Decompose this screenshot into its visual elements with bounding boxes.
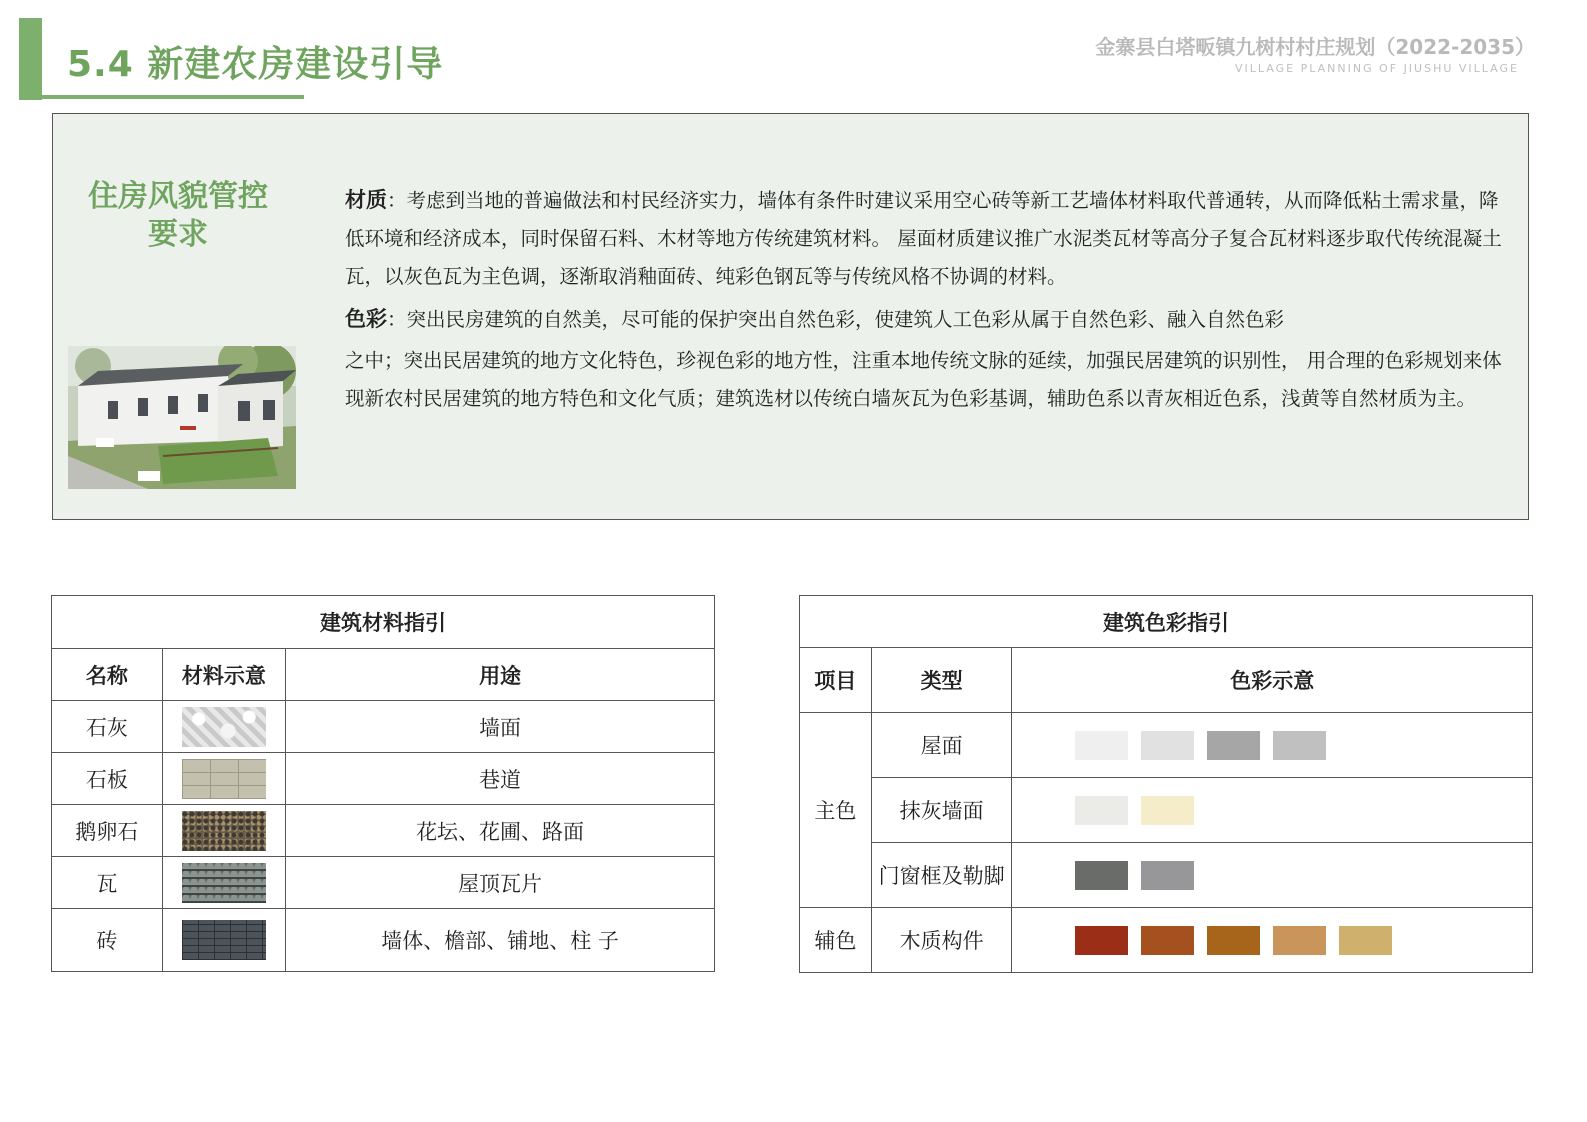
color-swatch	[1141, 731, 1194, 760]
materials-table	[51, 595, 715, 972]
colors-table-caption: 建筑色彩指引	[800, 596, 1533, 648]
aux-color-label: 辅色	[800, 908, 872, 973]
color-swatch-group	[1012, 778, 1533, 843]
color-swatch	[1273, 926, 1326, 955]
color-text-line1: ：突出民房建筑的自然美，尽可能的保护突出自然色彩，使建筑人工色彩从属于自然色彩、融入自然色彩	[387, 308, 1285, 331]
color-type: 门窗框及勒脚	[871, 843, 1012, 908]
table-row	[52, 701, 715, 753]
colors-header-item: 项目	[800, 648, 872, 713]
materials-table-caption: 建筑材料指引	[52, 596, 715, 649]
lime-texture-swatch	[182, 707, 266, 747]
material-usage: 墙面	[286, 701, 715, 753]
title-underline	[42, 95, 304, 99]
color-swatch	[1141, 926, 1194, 955]
panel-heading	[78, 178, 278, 254]
material-label: 材质	[345, 188, 387, 212]
table-row	[52, 857, 715, 909]
color-swatch	[1075, 926, 1128, 955]
color-type: 抹灰墙面	[871, 778, 1012, 843]
table-row	[52, 909, 715, 972]
colors-header-type: 类型	[871, 648, 1012, 713]
color-swatch	[1141, 861, 1194, 890]
color-swatch-group	[1012, 908, 1533, 973]
pebble-texture-swatch	[182, 811, 266, 851]
materials-header-usage: 用途	[286, 649, 715, 701]
materials-header-sample: 材料示意	[162, 649, 285, 701]
material-name: 砖	[52, 909, 163, 972]
page-title: 5.4 新建农房建设引导	[67, 44, 444, 85]
table-row	[52, 753, 715, 805]
color-swatch	[1075, 731, 1128, 760]
table-row	[800, 778, 1533, 843]
slab-texture-swatch	[182, 759, 266, 799]
roof-tile-texture-swatch	[182, 863, 266, 903]
color-swatch	[1339, 926, 1392, 955]
color-swatch	[1075, 796, 1128, 825]
table-row	[800, 843, 1533, 908]
color-swatch	[1273, 731, 1326, 760]
main-color-label: 主色	[800, 713, 872, 908]
village-rendering-image	[68, 346, 296, 489]
material-usage: 墙体、檐部、铺地、柱 子	[286, 909, 715, 972]
color-type: 木质构件	[871, 908, 1012, 973]
material-name: 石板	[52, 753, 163, 805]
document-subtitle: VILLAGE PLANNING OF JIUSHU VILLAGE	[1235, 62, 1519, 75]
material-paragraph	[345, 181, 1505, 296]
material-usage: 花坛、花圃、路面	[286, 805, 715, 857]
title-accent-bar	[19, 18, 42, 100]
table-row	[800, 908, 1533, 973]
material-name: 鹅卵石	[52, 805, 163, 857]
color-swatch	[1207, 926, 1260, 955]
color-swatch-group	[1012, 843, 1533, 908]
material-usage: 屋顶瓦片	[286, 857, 715, 909]
panel-heading-line2: 要求	[148, 217, 208, 252]
material-usage: 巷道	[286, 753, 715, 805]
village-rendering-illustration	[68, 346, 296, 489]
colors-header-swatches: 色彩示意	[1012, 648, 1533, 713]
color-text-rest: 之中；突出民居建筑的地方文化特色，珍视色彩的地方性，注重本地传统文脉的延续，加强民居建筑的识别性， 用合理的色彩规划来体现新农村民居建筑的地方特色和文化气质；建筑选材以传统白墙灰瓦为色彩基调，辅助色系以青灰相近色系，浅黄等自然材质为主。	[345, 349, 1502, 410]
material-text: ：考虑到当地的普遍做法和村民经济实力，墙体有条件时建议采用空心砖等新工艺墙体材料取代普通转，从而降低粘土需求量，降低环境和经济成本，同时保留石料、木材等地方传统建筑材料。 屋面材质建议推广水泥类瓦材等高分子复合瓦材料逐步取代传统混凝土瓦，以灰色瓦为主色调，逐渐取消釉面砖、纯彩色钢瓦等与传统风格不协调的材料。	[345, 189, 1502, 288]
material-name: 石灰	[52, 701, 163, 753]
color-type: 屋面	[871, 713, 1012, 778]
color-swatch	[1075, 861, 1128, 890]
color-swatch	[1207, 731, 1260, 760]
material-name: 瓦	[52, 857, 163, 909]
table-row	[52, 805, 715, 857]
color-swatch	[1141, 796, 1194, 825]
table-row	[800, 713, 1533, 778]
document-title: 金寨县白塔畈镇九树村村庄规划（2022-2035）	[1095, 35, 1535, 59]
brick-texture-swatch	[182, 920, 266, 960]
color-label: 色彩	[345, 307, 387, 331]
panel-heading-line1: 住房风貌管控	[88, 179, 268, 214]
color-swatch-group	[1012, 713, 1533, 778]
color-paragraph	[345, 300, 1505, 418]
colors-table	[799, 595, 1533, 973]
materials-header-name: 名称	[52, 649, 163, 701]
